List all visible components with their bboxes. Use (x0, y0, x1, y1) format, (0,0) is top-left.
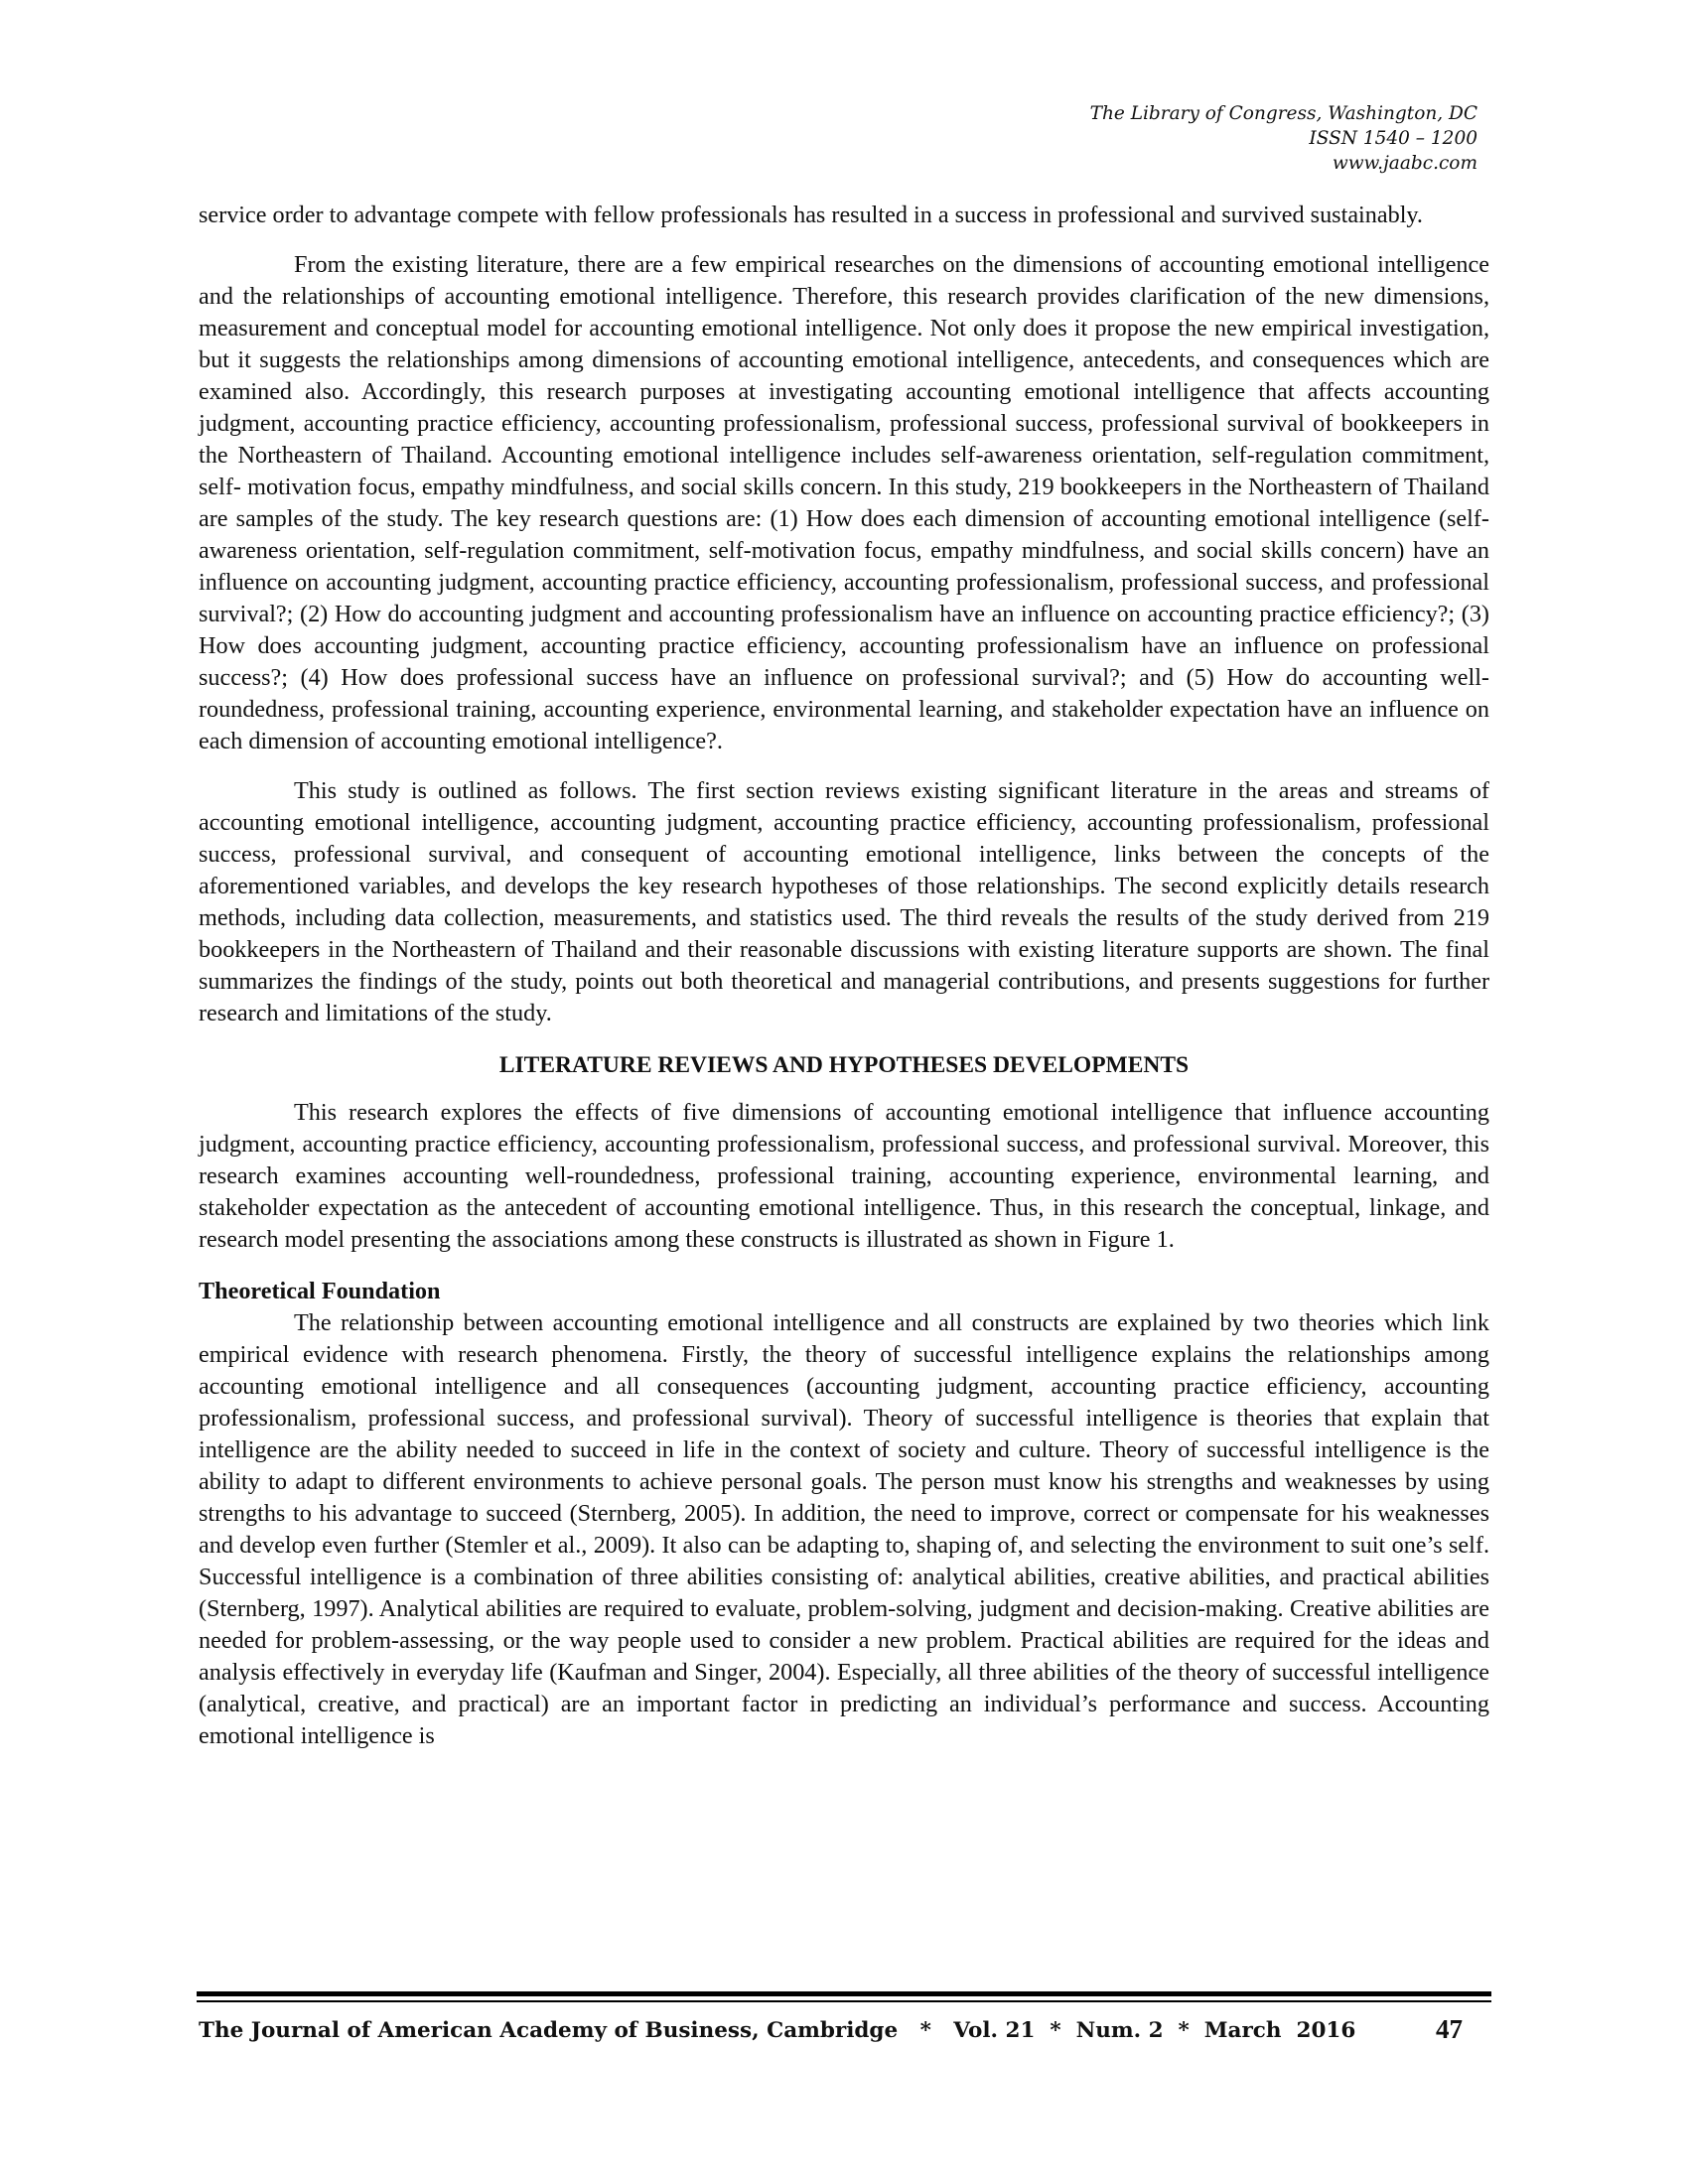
running-header (1090, 101, 1477, 176)
paragraph-explores: This research explores the effects of five dimensions of accounting emotional intelligence that influence accounting judgment, accounting practice efficiency, accounting professionalism, professional success, and professional survival. Moreover, this research examines accounting well-roundedness, professional training, accounting experience, environmental learning, and stakeholder expectation as the antecedent of accounting emotional intelligence. Thus, in this research the conceptual, linkage, and research model presenting the associations among these constructs is illustrated as shown in Figure 1. (199, 1099, 1489, 1253)
footer-journal-citation: The Journal of American Academy of Business, Cambridge * Vol. 21 * Num. 2 * March 2016 (199, 2018, 1356, 2043)
header-library: The Library of Congress, Washington, DC (1089, 103, 1477, 124)
paragraph-continued: service order to advantage compete with fellow professionals has resulted in a success in professional and survived sustainably. (199, 202, 1423, 228)
page-number: 47 (1436, 2014, 1463, 2044)
article-body (199, 200, 1489, 1752)
footer-rule-thin (197, 2000, 1491, 2002)
paragraph-outline: This study is outlined as follows. The first section reviews existing significant literature in the areas and streams of accounting emotional intelligence, accounting judgment, accounting practice efficiency, accounting professionalism, professional success, professional survival, and consequent of accounting emotional intelligence, links between the concepts of the aforementioned variables, and develops the key research hypotheses of those relationships. The second explicitly details research methods, including data collection, measurements, and statistics used. The third reveals the results of the study derived from 219 bookkeepers in the Northeastern of Thailand and their reasonable discussions with existing literature supports are shown. The final summarizes the findings of the study, points out both theoretical and managerial contributions, and presents suggestions for further research and limitations of the study. (199, 777, 1489, 1026)
paragraph-theory: The relationship between accounting emotional intelligence and all constructs are explained by two theories which link empirical evidence with research phenomena. Firstly, the theory of successful intelligence explains the relationships among accounting emotional intelligence and all consequences (accounting judgment, accounting practice efficiency, accounting professionalism, professional success, and professional survival). Theory of successful intelligence is theories that explain that intelligence are the ability needed to succeed in life in the context of society and culture. Theory of successful intelligence is the ability to adapt to different environments to achieve personal goals. The person must know his strengths and weaknesses by using strengths to his advantage to succeed (Sternberg, 2005). In addition, the need to improve, correct or compensate for his weaknesses and develop even further (Stemler et al., 2009). It also can be adapting to, shaping of, and selecting the environment to suit one’s self. Successful intelligence is a combination of three abilities consisting of: analytical abilities, creative abilities, and practical abilities (Sternberg, 1997). Analytical abilities are required to evaluate, problem-solving, judgment and decision-making. Creative abilities are needed for problem-assessing, or the way people used to consider a new problem. Practical abilities are required for the ideas and analysis effectively in everyday life (Kaufman and Singer, 2004). Especially, all three abilities of the theory of successful intelligence (analytical, creative, and practical) are an important factor in predicting an individual’s performance and success. Accounting emotional intelligence is (199, 1309, 1489, 1749)
footer-rule-thick (197, 1991, 1491, 1996)
paragraph-literature: From the existing literature, there are a few empirical researches on the dimensions of accounting emotional intelligence and the relationships of accounting emotional intelligence. Therefore, this research provides clarification of the new dimensions, measurement and conceptual model for accounting emotional intelligence. Not only does it propose the new empirical investigation, but it suggests the relationships among dimensions of accounting emotional intelligence, antecedents, and consequences which are examined also. Accordingly, this research purposes at investigating accounting emotional intelligence that affects accounting judgment, accounting practice efficiency, accounting professionalism, professional success, professional survival of bookkeepers in the Northeastern of Thailand. Accounting emotional intelligence includes self-awareness orientation, self-regulation commitment, self- motivation focus, empathy mindfulness, and social skills concern. In this study, 219 bookkeepers in the Northeastern of Thailand are samples of the study. The key research questions are: (1) How does each dimension of accounting emotional intelligence (self-awareness orientation, self-regulation commitment, self-motivation focus, empathy mindfulness, and social skills concern) have an influence on accounting judgment, accounting practice efficiency, accounting professionalism, professional success, and professional survival?; (2) How do accounting judgment and accounting professionalism have an influence on accounting practice efficiency?; (3) How does accounting judgment, accounting practice efficiency, accounting professionalism have an influence on professional success?; (4) How does professional success have an influence on professional survival?; and (5) How do accounting well-roundedness, professional training, accounting experience, environmental learning, and stakeholder expectation have an influence on each dimension of accounting emotional intelligence?. (199, 251, 1489, 754)
header-website: www.jaabc.com (1332, 153, 1477, 174)
header-issn: ISSN 1540 – 1200 (1309, 128, 1477, 149)
subsection-heading: Theoretical Foundation (199, 1278, 441, 1304)
section-heading: LITERATURE REVIEWS AND HYPOTHESES DEVELOPMENTS (498, 1052, 1190, 1078)
